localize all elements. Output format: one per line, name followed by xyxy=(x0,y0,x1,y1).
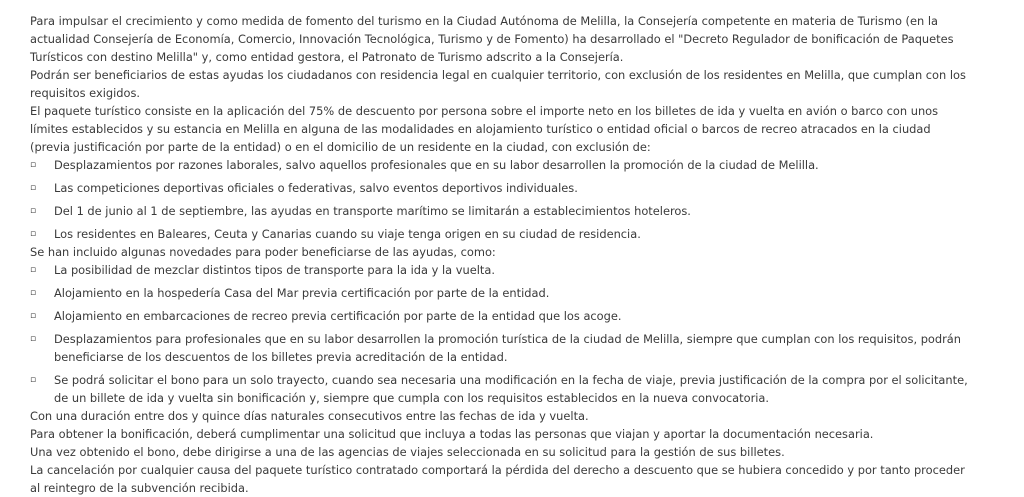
bullet-icon: ▫ xyxy=(30,229,37,239)
list-item-text: Se podrá solicitar el bono para un solo trayecto, cuando sea necesaria una modificación en la fecha de viaje, previa justificación de la compra por el solicitante, de un billete de ida y vuelta sin bonificación y, siempre que cumpla con los requisitos establecidos en la nueva convocatoria. xyxy=(54,373,968,405)
list-item xyxy=(30,307,970,325)
outro-paragraph-cancellation: La cancelación por cualquier causa del paquete turístico contratado comportará la pérdida del derecho a descuento que se hubiera concedido y por tanto proceder al reintegro de la subvención recibida. xyxy=(30,463,965,495)
list-item-text: Alojamiento en embarcaciones de recreo previa certificación por parte de la entidad que los acoge. xyxy=(54,309,622,323)
list-item-text: Del 1 de junio al 1 de septiembre, las ayudas en transporte marítimo se limitarán a establecimientos hoteleros. xyxy=(54,204,691,218)
bullet-icon: ▫ xyxy=(30,375,37,385)
intro-paragraph-package: El paquete turístico consiste en la aplicación del 75% de descuento por persona sobre el importe neto en los billetes de ida y vuelta en avión o barco con unos límites establecidos y su estancia en Melilla en alguna de las modalidades en alojamiento turístico o entidad oficial o barcos de recreo atracados en la ciudad (previa justificación por parte de la entidad) o en el domicilio de un residente en la ciudad, con exclusión de: xyxy=(30,104,939,154)
bullet-icon: ▫ xyxy=(30,334,37,344)
novelties-list xyxy=(30,261,970,407)
list-item-text: Los residentes en Baleares, Ceuta y Canarias cuando su viaje tenga origen en su ciudad de residencia. xyxy=(54,227,641,241)
list-item xyxy=(30,202,970,220)
outro-paragraph-agency: Una vez obtenido el bono, debe dirigirse a una de las agencias de viajes seleccionada en su solicitud para la gestión de sus billetes. xyxy=(30,445,785,459)
bullet-icon: ▫ xyxy=(30,311,37,321)
bullet-icon: ▫ xyxy=(30,206,37,216)
exclusions-list xyxy=(30,156,970,243)
list-item-text: Alojamiento en la hospedería Casa del Mar previa certificación por parte de la entidad. xyxy=(54,286,550,300)
list-item xyxy=(30,225,970,243)
list-item-text: Desplazamientos para profesionales que en su labor desarrollen la promoción turística de la ciudad de Melilla, siempre que cumplan con los requisitos, podrán beneficiarse de los descuentos de los billetes previa acreditación de la entidad. xyxy=(54,332,962,364)
novelties-intro: Se han incluido algunas novedades para poder beneficiarse de las ayudas, como: xyxy=(30,245,496,259)
list-item-text: Desplazamientos por razones laborales, salvo aquellos profesionales que en su labor desarrollen la promoción de la ciudad de Melilla. xyxy=(54,158,819,172)
bullet-icon: ▫ xyxy=(30,288,37,298)
bullet-icon: ▫ xyxy=(30,183,37,193)
outro-paragraph-application: Para obtener la bonificación, deberá cumplimentar una solicitud que incluya a todas las personas que viajan y aportar la documentación necesaria. xyxy=(30,427,874,441)
list-item-text: Las competiciones deportivas oficiales o federativas, salvo eventos deportivos individuales. xyxy=(54,181,578,195)
intro-paragraph-beneficiaries: Podrán ser beneficiarios de estas ayudas los ciudadanos con residencia legal en cualquier territorio, con exclusión de los residentes en Melilla, que cumplan con los requisitos exigidos. xyxy=(30,68,966,100)
list-item xyxy=(30,371,970,407)
article-body xyxy=(30,12,970,497)
outro-paragraph-duration: Con una duración entre dos y quince días naturales consecutivos entre las fechas de ida y vuelta. xyxy=(30,409,589,423)
list-item xyxy=(30,284,970,302)
bullet-icon: ▫ xyxy=(30,265,37,275)
list-item xyxy=(30,179,970,197)
list-item xyxy=(30,156,970,174)
list-item-text: La posibilidad de mezclar distintos tipos de transporte para la ida y la vuelta. xyxy=(54,263,495,277)
bullet-icon: ▫ xyxy=(30,160,37,170)
list-item xyxy=(30,261,970,279)
list-item xyxy=(30,330,970,366)
intro-paragraph-decree: Para impulsar el crecimiento y como medida de fomento del turismo en la Ciudad Autónoma de Melilla, la Consejería competente en materia de Turismo (en la actualidad Consejería de Economía, Comercio, Innovación Tecnológica, Turismo y de Fomento) ha desarrollado el "Decreto Regulador de bonificación de Paquetes Turísticos con destino Melilla" y, como entidad gestora, el Patronato de Turismo adscrito a la Consejería. xyxy=(30,14,954,64)
